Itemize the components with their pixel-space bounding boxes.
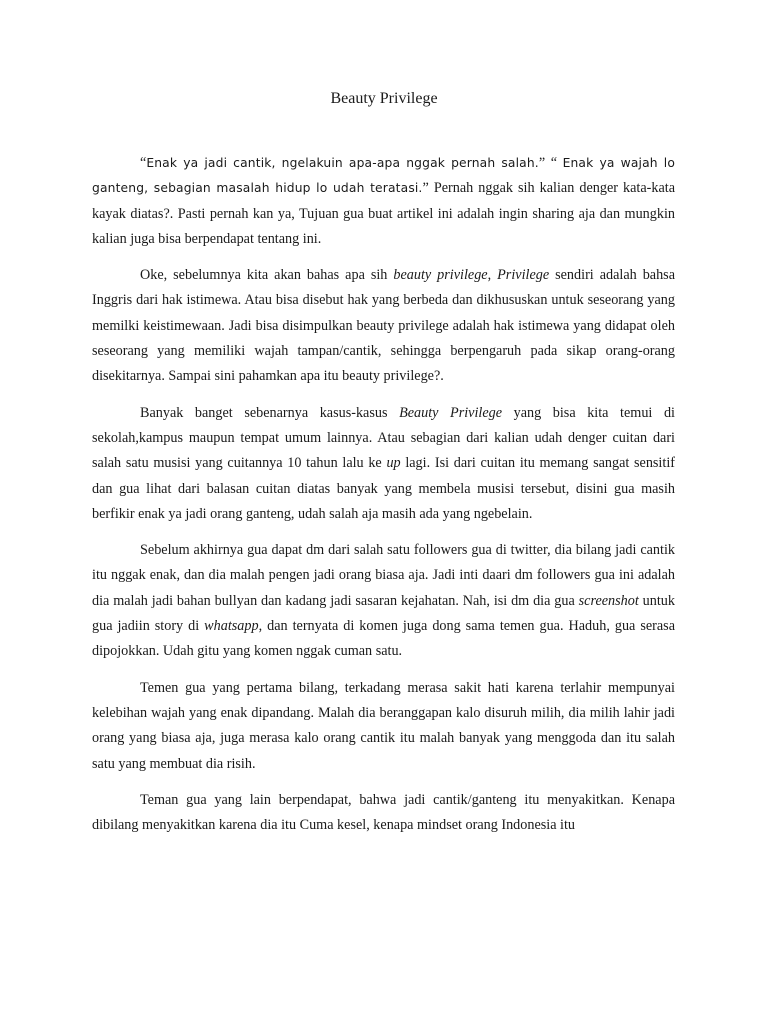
paragraph-2-italic-2: Privilege — [497, 267, 550, 284]
paragraph-6 — [92, 788, 675, 839]
quote-1-open: “ — [140, 155, 147, 171]
paragraph-4-text-1: Sebelum akhirnya gua dapat dm dari salah satu followers gua di twitter, dia bilang jadi cantik itu nggak enak, dan dia malah pengen jadi orang biasa aja. Jadi inti daari dm followers gua ini adalah dia malah jadi bahan bullyan dan kadang jadi sasaran kejahatan. Nah, isi dm dia gua — [92, 542, 675, 609]
paragraph-2-text-1: Oke, sebelumnya kita akan bahas apa sih — [140, 267, 394, 284]
paragraph-4-italic-1: screenshot — [578, 592, 639, 609]
paragraph-1-rest: ” Pernah nggak sih kalian denger kata-kata kayak diatas?. Pasti pernah kan ya, Tujuan gua buat artikel ini adalah ingin sharing aja dan mungkin kalian juga bisa berpendapat tentang ini. — [92, 180, 675, 247]
paragraph-3-text-3: lagi. Isi dari cuitan itu memang sangat sensitif dan gua lihat dari balasan cuitan diatas banyak yang membela musisi tersebut, disini gua masih berfikir enak ya jadi orang ganteng, udah salah aja masih ada yang ngebelain. — [92, 455, 675, 522]
paragraph-3-text-1: Banyak banget sebenarnya kasus-kasus — [140, 404, 400, 421]
paragraph-1 — [92, 151, 675, 252]
paragraph-6-text: Teman gua yang lain berpendapat, bahwa jadi cantik/ganteng itu menyakitkan. Kenapa dibilang menyakitkan karena dia itu Cuma kesel, kenapa mindset orang Indonesia itu — [92, 791, 675, 834]
document-title: Beauty Privilege — [330, 90, 438, 107]
paragraph-5 — [92, 676, 675, 777]
paragraph-4-italic-2: whatsapp — [204, 618, 259, 635]
quote-1-close: ” “ — [538, 155, 563, 171]
paragraph-3-text-2: yang bisa kita temui di sekolah,kampus maupun tempat umum lainnya. Atau sebagian dari kalian udah denger cuitan dari salah satu musisi yang cuitannya 10 tahun lalu ke — [92, 404, 675, 472]
paragraph-2-text-2: , — [487, 267, 498, 284]
paragraph-4-text-3: , dan ternyata di komen juga dong sama temen gua. Haduh, gua serasa dipojokkan. Udah gitu yang komen nggak cuman satu. — [92, 618, 675, 660]
paragraph-2 — [92, 263, 675, 389]
paragraph-3-italic-2: up — [386, 455, 401, 472]
paragraph-5-text: Temen gua yang pertama bilang, terkadang merasa sakit hati karena terlahir mempunyai kelebihan wajah yang enak dipandang. Malah dia beranggapan kalo disuruh milih, dia milih lahir jadi orang yang biasa aja, juga merasa kalo orang cantik itu malah banyak yang menggoda dan itu salah satu yang membuat dia risih. — [92, 679, 675, 772]
paragraph-2-italic-1: beauty privilege — [393, 267, 488, 284]
paragraph-2-text-3: sendiri adalah bahsa Inggris dari hak istimewa. Atau bisa disebut hak yang berbeda dan dikhususkan untuk seseorang yang memilki keistimewaan. Jadi bisa disimpulkan beauty privilege adalah hak istimewa yang didapat oleh seseorang yang memiliki wajah tampan/cantik, sehingga berpengaruh pada sikap orang-orang disekitarnya. Sampai sini pahamkan apa itu beauty privilege?. — [92, 267, 676, 385]
paragraph-4 — [92, 538, 675, 664]
paragraph-3 — [92, 401, 675, 527]
paragraph-3-italic-1: Beauty Privilege — [399, 404, 503, 421]
paragraph-4-text-2: untuk gua jadiin story di — [92, 592, 675, 635]
quote-1-text: Enak ya jadi cantik, ngelakuin apa-apa nggak pernah salah. — [146, 156, 539, 170]
document-body — [92, 151, 675, 849]
quote-2-text: Enak ya wajah lo ganteng, sebagian masalah hidup lo udah teratasi. — [92, 156, 675, 196]
